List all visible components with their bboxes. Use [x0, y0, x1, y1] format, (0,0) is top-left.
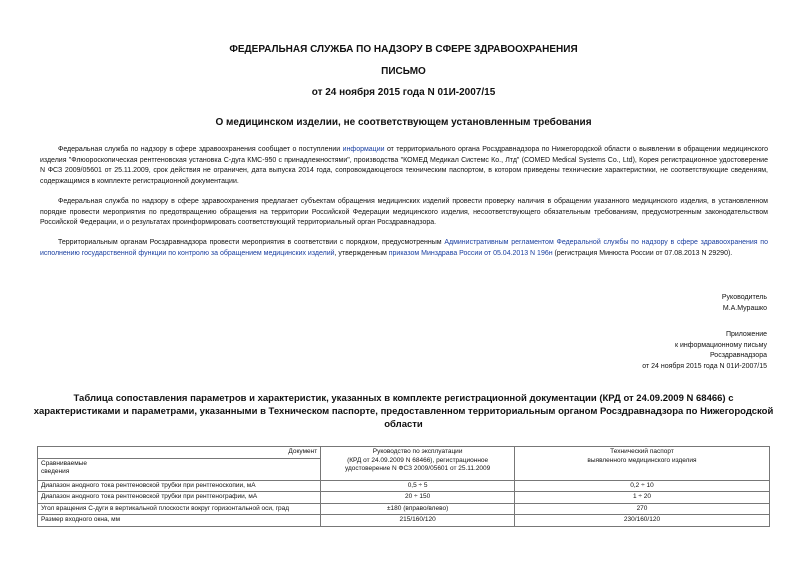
row-krd-value: 20 ÷ 150 — [321, 492, 515, 504]
paragraph-3-text-b: , утвержденным — [334, 249, 389, 257]
header-passport-title: Технический паспорт — [610, 448, 674, 455]
row-passport-value: 1 ÷ 20 — [515, 492, 770, 504]
paragraph-3-text-a: Территориальным органам Росздравнадзора провести мероприятия в соответствии с порядком, предусмотренным — [58, 239, 445, 246]
paragraph-1 — [40, 145, 768, 187]
appendix-line-4: от 24 ноября 2015 года N 01И-2007/15 — [642, 362, 767, 370]
table-row — [38, 492, 770, 504]
appendix-line-2: к информационному письму — [674, 341, 767, 349]
header-passport-details: выявленного медицинского изделия — [587, 456, 697, 464]
table-row — [38, 480, 770, 492]
header-document: Документ — [38, 447, 321, 459]
signature-name: М.А.Мурашко — [722, 304, 767, 312]
appendix-line-3: Росздравнадзора — [709, 352, 767, 359]
row-param: Размер входного окна, мм — [38, 515, 321, 527]
table-header-row — [38, 447, 770, 459]
row-passport-value: 0,2 ÷ 10 — [515, 480, 770, 492]
header-manual-details: (КРД от 24.09.2009 N 68466), регистрационное удостоверение N ФСЗ 2009/05601 от 25.11.2009 — [344, 456, 491, 472]
information-link[interactable]: информации — [342, 146, 385, 153]
row-krd-value: ±180 (вправо/влево) — [321, 503, 515, 515]
paragraph-3 — [40, 238, 768, 259]
order-link[interactable]: приказом Минздрава России от 05.04.2013 N 196н — [388, 249, 553, 257]
regulation-link[interactable]: Административным регламентом Федеральной службы по надзору в сфере здравоохранения по исполнению государственной функции по контролю за обращением медицинских изделий — [40, 239, 768, 257]
row-passport-value: 230/160/120 — [515, 515, 770, 527]
header-compared-line-2: сведения — [41, 468, 70, 475]
appendix-block — [642, 330, 767, 372]
row-param: Диапазон анодного тока рентгеновской трубки при рентгеноскопии, мА — [38, 480, 321, 492]
document-type: ПИСЬМО — [381, 66, 426, 77]
signature-block — [722, 293, 767, 314]
header-compared-info — [38, 458, 321, 480]
paragraph-1-text-a: Федеральная служба по надзору в сфере здравоохранения сообщает о поступлении — [58, 146, 341, 153]
row-param: Диапазон анодного тока рентгеновской трубки при рентгенографии, мА — [38, 492, 321, 504]
header-manual — [321, 447, 515, 481]
agency-title: ФЕДЕРАЛЬНАЯ СЛУЖБА ПО НАДЗОРУ В СФЕРЕ ЗДРАВООХРАНЕНИЯ — [229, 44, 578, 55]
document-date-number: от 24 ноября 2015 года N 01И-2007/15 — [311, 87, 496, 98]
table-row — [38, 503, 770, 515]
signature-title: Руководитель — [721, 294, 767, 301]
appendix-line-1: Приложение — [725, 331, 767, 338]
comparison-table — [37, 446, 770, 527]
header-compared-line-1: Сравниваемые — [41, 459, 87, 467]
header-passport — [515, 447, 770, 481]
paragraph-2: Федеральная служба по надзору в сфере здравоохранения предлагает субъектам обращения медицинских изделий провести проверку наличия в обращении указанного медицинского изделия, в установленном порядке провести мероприятия по предотвращению обращения на территории Российской Федерации медицинского изделия, несоответствующего обязательным требованиям, предусмотренным законодательством Российской Федерации, и о результатах проинформировать соответствующий территориальный орган Росздравнадзора. — [40, 198, 768, 226]
row-param: Угол вращения С-дуги в вертикальной плоскости вокруг горизонтальной оси, град — [38, 503, 321, 515]
document-subject: О медицинском изделии, не соответствующем установленным требования — [215, 117, 592, 128]
row-passport-value: 270 — [515, 503, 770, 515]
row-krd-value: 0,5 ÷ 5 — [321, 480, 515, 492]
paragraph-1-text-b: от территориального органа Росздравнадзора по Нижегородской области о выявлении в обращении медицинского изделия "Флюороскопическая рентгеновская установка С-дуга КМС-950 с принадлежностями", производства "КОМЕД Медикал Системс Ко., Лтд" (COMED Medical Systems Co., Ltd), Корея регистрационное удостоверение N ФСЗ 2009/05601 от 25.11.2009, срок действия не ограничен, дата выпуска 2014 года, сопровождающегося техническим паспортом, в котором приведены технические характеристики, не соответствующие сведениям, содержащимся в комплекте регистрационной документации. — [40, 146, 768, 185]
table-title: Таблица сопоставления параметров и характеристик, указанных в комплекте регистрационной документации (КРД от 24.09.2009 N 68466) с характеристиками и параметрами, указанными в Техническом паспорте, предоставленном территориальным органом Росздравнадзора по Нижегородской области — [33, 393, 774, 430]
row-krd-value: 215/160/120 — [321, 515, 515, 527]
header-manual-title: Руководство по эксплуатации — [372, 448, 463, 455]
table-row — [38, 515, 770, 527]
paragraph-3-text-c: (регистрация Минюста России от 07.08.2013 N 29290). — [552, 249, 733, 257]
